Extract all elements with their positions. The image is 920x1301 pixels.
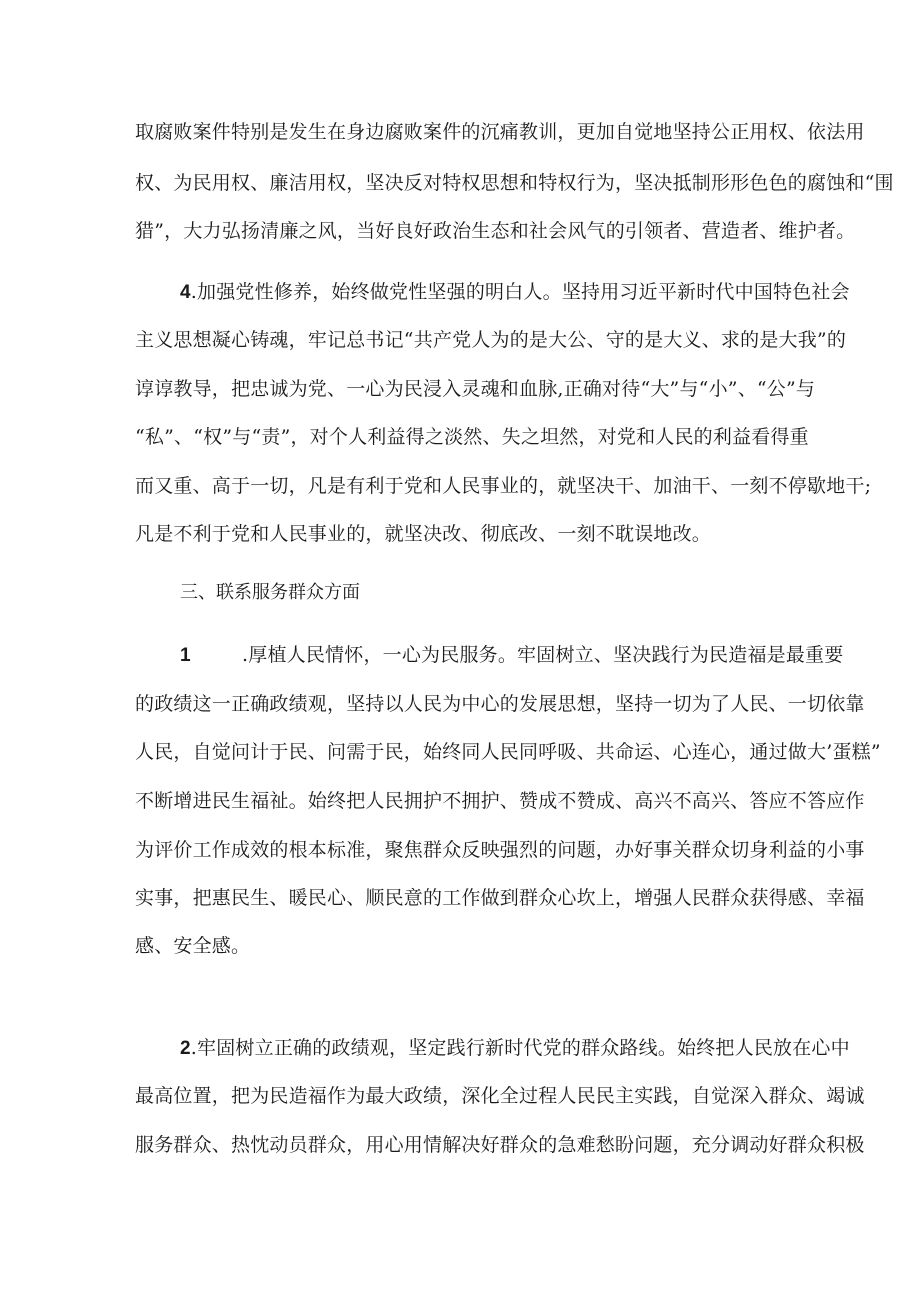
paragraph-text: .厚植人民情怀，一心为民服务。牢固树立、坚决践行为民造福是最重要 xyxy=(242,644,844,666)
paragraph-number: 4 xyxy=(180,282,191,303)
text-line: 权、为民用权、廉洁用权，坚决反对特权思想和特权行为，坚决抵制形形色色的腐蚀和“围 xyxy=(135,172,894,194)
paragraph-4-first-line xyxy=(180,280,850,305)
text-line: 主义思想凝心铸魂，牢记总书记“共产党人为的是大公、守的是大义、求的是大我”的 xyxy=(135,329,847,351)
text-line: 猎”，大力弘扬清廉之风，当好良好政治生态和社会风气的引领者、营造者、维护者。 xyxy=(135,220,856,242)
text-line: 取腐败案件特别是发生在身边腐败案件的沉痛教训，更加自觉地坚持公正用权、依法用 xyxy=(135,121,865,143)
text-line: 而又重、高于一切，凡是有利于党和人民事业的，就坚决干、加油干、一刻不停歇地干; xyxy=(135,475,872,497)
text-line: 不断增进民生福祉。始终把人民拥护不拥护、赞成不赞成、高兴不高兴、答应不答应作 xyxy=(135,790,865,812)
paragraph-number: 2 xyxy=(180,1038,191,1059)
text-line: 实事，把惠民生、暖民心、顺民意的工作做到群众心坎上，增强人民群众获得感、幸福 xyxy=(135,887,865,909)
text-line: 感、安全感。 xyxy=(135,935,251,957)
text-line: 服务群众、热忱动员群众，用心用情解决好群众的急难愁盼问题，充分调动好群众积极 xyxy=(135,1134,865,1156)
text-line: 的政绩这一正确政绩观，坚持以人民为中心的发展思想，坚持一切为了人民、一切依靠 xyxy=(135,693,865,715)
section-heading: 三、联系服务群众方面 xyxy=(180,582,360,603)
text-line: 人民，自觉问计于民、问需于民，始终同人民同呼吸、共命运、心连心，通过做大’蛋糕” xyxy=(135,741,881,763)
text-line: 最高位置，把为民造福作为最大政绩，深化全过程人民民主实践，自觉深入群众、竭诚 xyxy=(135,1085,865,1107)
text-line: 凡是不利于党和人民事业的，就坚决改、彻底改、一刻不耽误地改。 xyxy=(135,523,712,545)
text-line: “私”、“权”与“责”，对个人利益得之淡然、失之坦然，对党和人民的利益看得重 xyxy=(135,426,809,448)
paragraph-text: .加强党性修养，始终做党性坚强的明白人。坚持用习近平新时代中国特色社会 xyxy=(190,281,850,303)
paragraph-number: 1 xyxy=(180,645,191,666)
text-line: 为评价工作成效的根本标准，聚焦群众反映强烈的问题，办好事关群众切身利益的小事 xyxy=(135,839,865,861)
paragraph-2-first-line xyxy=(180,1036,850,1061)
text-line: 谆谆教导，把忠诚为党、一心为民浸入灵魂和血脉,正确对待“大”与“小”、“公”与 xyxy=(135,378,816,400)
paragraph-text: .牢固树立正确的政绩观，坚定践行新时代党的群众路线。始终把人民放在心中 xyxy=(190,1037,850,1059)
paragraph-1-first-line xyxy=(180,643,844,668)
